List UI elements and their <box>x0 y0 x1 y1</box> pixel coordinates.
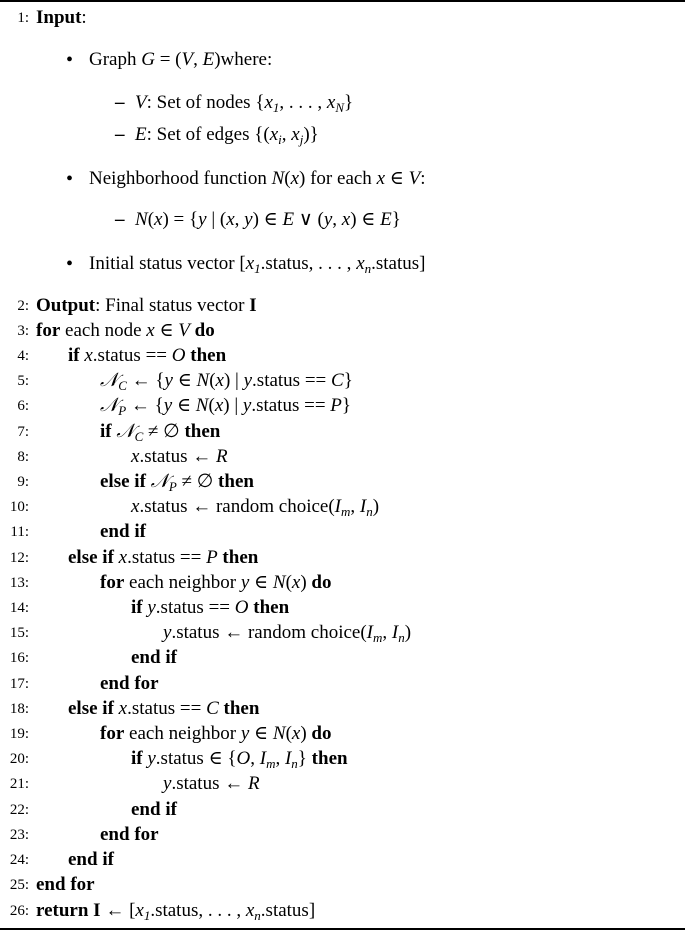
line-number: 4: <box>17 348 29 364</box>
line-number: 25: <box>9 877 29 893</box>
line-number: 19: <box>9 726 29 742</box>
algorithm-line <box>0 123 685 147</box>
line-text: else if x.status == C then <box>68 698 260 719</box>
line-text: if 𝒩$_C$ ≠ ∅ then <box>100 421 221 444</box>
line-text: else if x.status == P then <box>68 547 259 568</box>
algorithm-line <box>0 294 685 318</box>
algorithm-line <box>0 571 685 595</box>
line-number: 10: <box>9 499 29 515</box>
algorithm-line <box>0 369 685 393</box>
line-text: return I ← [$x_1.status$, . . . , $x_n.status$] <box>36 900 316 923</box>
algorithm-line <box>0 6 685 30</box>
line-text: for each neighbor y ∈ N(x) do <box>100 723 332 744</box>
line-number: 16: <box>9 650 29 666</box>
line-number: 20: <box>9 751 29 767</box>
line-text: end for <box>36 874 95 895</box>
line-number: 14: <box>9 600 29 616</box>
line-number: 9: <box>17 474 29 490</box>
dash-icon: – <box>115 209 125 230</box>
algorithm-line <box>0 747 685 771</box>
line-text: else if 𝒩$_P$ ≠ ∅ then <box>100 471 254 494</box>
line-number: 13: <box>9 575 29 591</box>
line-number: 8: <box>17 449 29 465</box>
line-text: end for <box>100 824 159 845</box>
line-text: N(x) = {y | (x, y) ∈ E ∨ (y, x) ∈ E} <box>135 209 401 230</box>
line-text: end for <box>100 673 159 694</box>
line-text: V: Set of nodes {$x_1$, . . . , $x_N$} <box>135 92 354 115</box>
algorithm-line <box>0 873 685 897</box>
line-number: 15: <box>9 625 29 641</box>
line-text: for each neighbor y ∈ N(x) do <box>100 572 332 593</box>
algorithm-line <box>0 394 685 418</box>
line-text: end if <box>68 849 114 870</box>
line-text: y.status ← R <box>163 773 260 794</box>
line-text: if y.status == O then <box>131 597 290 618</box>
algorithm-line <box>0 91 685 115</box>
algorithm-line <box>0 697 685 721</box>
bullet-icon: • <box>66 168 74 190</box>
line-number: 11: <box>10 524 29 540</box>
algorithm-line <box>0 344 685 368</box>
algorithm-line <box>0 823 685 847</box>
line-text: 𝒩$_P$ ← {y ∈ N(x) | y.status == P} <box>100 395 352 418</box>
line-text: x.status ← R <box>131 446 228 467</box>
dash-icon: – <box>115 92 125 113</box>
line-number: 23: <box>9 827 29 843</box>
line-text: 𝒩$_C$ ← {y ∈ N(x) | y.status == C} <box>100 370 353 393</box>
line-text: if y.status ∈ {O, $I_m$, $I_n$} then <box>131 748 348 771</box>
algorithm-line <box>0 420 685 444</box>
algorithm-line <box>0 48 685 72</box>
line-number: 3: <box>17 323 29 339</box>
line-text: y.status ← random $choice(I_m$, $I_n$) <box>163 622 412 645</box>
line-number: 18: <box>9 701 29 717</box>
algorithm-line <box>0 772 685 796</box>
line-text: Input: <box>36 7 87 28</box>
algorithm-line <box>0 470 685 494</box>
line-text: end if <box>131 799 177 820</box>
line-text: x.status ← random $choice(I_m$, $I_n$) <box>131 496 380 519</box>
algorithm-line <box>0 546 685 570</box>
line-text: end if <box>131 647 177 668</box>
line-number: 17: <box>9 676 29 692</box>
line-text: end if <box>100 521 146 542</box>
algorithm-line <box>0 646 685 670</box>
line-text: if x.status == O then <box>68 345 227 366</box>
line-text: Output: Final status vector I <box>36 295 257 316</box>
line-number: 2: <box>17 298 29 314</box>
line-number: 5: <box>17 373 29 389</box>
algorithm-line <box>0 899 685 923</box>
line-text: E: Set of edges {($x_i$, $x_j$)} <box>135 124 319 147</box>
line-number: 21: <box>9 776 29 792</box>
algorithm-line <box>0 252 685 276</box>
line-number: 12: <box>9 550 29 566</box>
bottom-rule <box>0 928 685 930</box>
algorithm-line <box>0 319 685 343</box>
algorithm-line <box>0 672 685 696</box>
line-number: 7: <box>17 424 29 440</box>
line-number: 6: <box>17 398 29 414</box>
line-number: 24: <box>9 852 29 868</box>
line-text: Initial status vector [$x_1.status$, . . . , $x_n.status$] <box>89 253 426 276</box>
algorithm-line <box>0 621 685 645</box>
algorithm-line <box>0 798 685 822</box>
line-number: 1: <box>17 10 29 26</box>
line-text: Neighborhood function N(x) for each x ∈ V: <box>89 168 426 189</box>
line-text: Graph G = (V, E)where: <box>89 49 273 70</box>
bullet-icon: • <box>66 49 74 71</box>
algorithm-line <box>0 520 685 544</box>
dash-icon: – <box>115 124 125 145</box>
algorithm-line <box>0 445 685 469</box>
line-number: 22: <box>9 802 29 818</box>
line-text: for each node x ∈ V do <box>36 320 215 341</box>
bullet-icon: • <box>66 253 74 275</box>
line-number: 26: <box>9 903 29 919</box>
algorithm-line <box>0 495 685 519</box>
algorithm-line <box>0 596 685 620</box>
algorithm-line <box>0 848 685 872</box>
algorithm-line <box>0 208 685 232</box>
algorithm-line <box>0 722 685 746</box>
algorithm-line <box>0 167 685 191</box>
top-rule <box>0 0 685 2</box>
